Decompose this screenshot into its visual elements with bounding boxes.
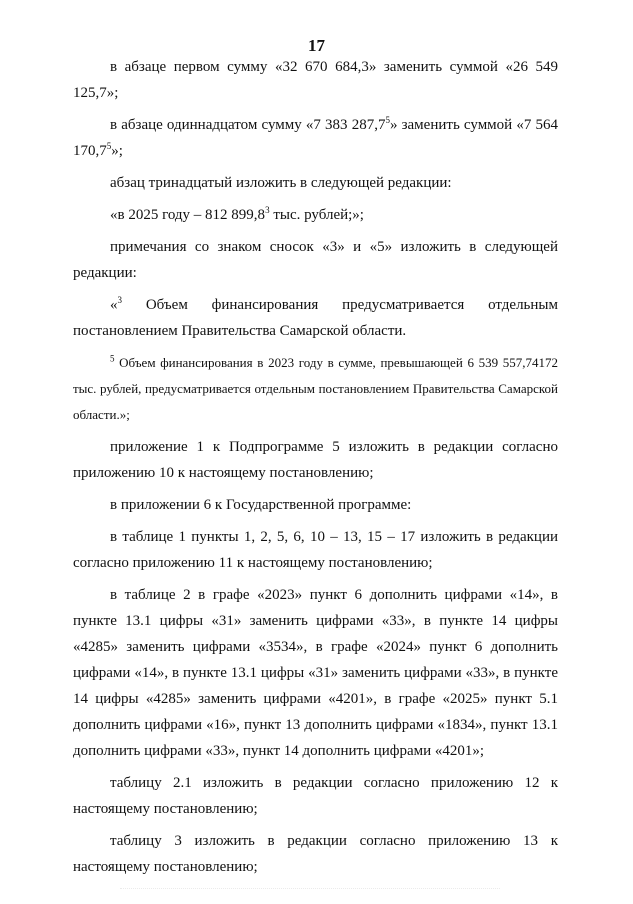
paragraph-13: таблицу 3 изложить в редакции согласно приложению 13 к настоящему постановлению;: [73, 833, 558, 875]
paragraph-2: в абзаце одиннадцатом сумму «7 383 287,7$^5$» заменить суммой «7 564 170,7$^5$»;: [73, 115, 558, 159]
paragraph-10: в таблице 1 пункты 1, 2, 5, 6, 10 – 13, 15 – 17 изложить в редакции согласно приложению 11 к настоящему постановлению;: [73, 529, 558, 571]
paragraph-3: абзац тринадцатый изложить в следующей редакции:: [110, 175, 452, 191]
paragraph-11: в таблице 2 в графе «2023» пункт 6 дополнить цифрами «14», в пункте 13.1 цифры «31» заменить цифрами «33», в пункте 14 цифры «4285» заменить цифрами «3534», в графе «2024» пункт 6 дополнить цифрами «14», в пункте 13.1 цифры «31» заменить цифрами «33», в пункте 14 цифры «4285» заменить цифрами «4201», в графе «2025» пункт 5.1 дополнить цифрами «16», пункт 13 дополнить цифрами «1834», пункт 13.1 дополнить цифрами «33», пункт 14 дополнить цифрами «4201»;: [73, 587, 558, 759]
paragraph-12: таблицу 2.1 изложить в редакции согласно приложению 12 к настоящему постановлению;: [73, 775, 558, 817]
page-number: 17: [308, 36, 325, 55]
paragraph-8: приложение 1 к Подпрограмме 5 изложить в редакции согласно приложению 10 к настоящему постановлению;: [73, 439, 558, 481]
paragraph-9: в приложении 6 к Государственной программе:: [110, 497, 412, 513]
document-body: [73, 54, 558, 880]
paragraph-5: примечания со знаком сносок «3» и «5» изложить в следующей редакции:: [73, 239, 558, 281]
paragraph-1: в абзаце первом сумму «32 670 684,3» заменить суммой «26 549 125,7»;: [73, 59, 558, 101]
paragraph-6: «$^3$ Объем финансирования предусматривается отдельным постановлением Правительства Самарской области.: [73, 295, 558, 339]
scan-noise: [120, 888, 500, 890]
paragraph-7: $^5$ Объем финансирования в 2023 году в сумме, превышающей 6 539 557,74172 тыс. рублей, предусматривается отдельным постановлением Правительства Самарской области.»;: [73, 353, 558, 422]
paragraph-4: «в 2025 году – 812 899,8$^3$ тыс. рублей;»;: [110, 205, 364, 223]
